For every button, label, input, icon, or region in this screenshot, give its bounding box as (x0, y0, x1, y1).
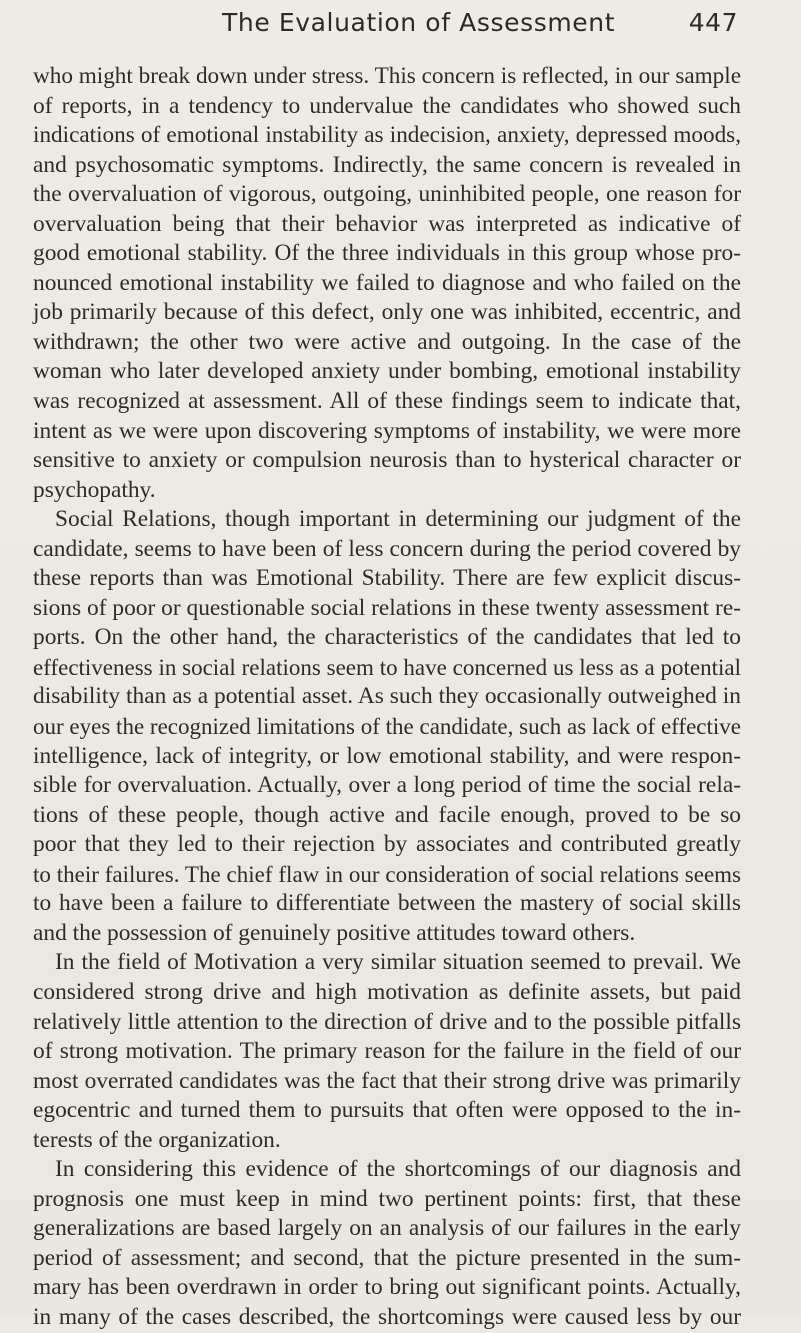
paragraph-end-line: psychopathy. (33, 476, 156, 503)
text-line: sensitive to anxiety or compulsion neurosis than to hysterical character or (33, 447, 741, 474)
text-line: nounced emotional instability we failed to diagnose and who failed on the (33, 269, 741, 296)
text-line: in many of the cases described, the shortcomings were caused less by our (33, 1303, 741, 1330)
text-line: was recognized at assessment. All of these findings seem to indicate that, (33, 388, 741, 415)
text-line: period of assessment; and second, that the picture presented in the sum- (33, 1244, 741, 1271)
text-line: withdrawn; the other two were active and outgoing. In the case of the (33, 328, 741, 355)
text-line: sible for overvaluation. Actually, over a long period of time the social rela- (33, 772, 741, 799)
paragraph-start-line: Social Relations, though important in determining our judgment of the (55, 506, 741, 533)
text-line: woman who later developed anxiety under bombing, emotional instability (33, 358, 741, 385)
paragraph-start-line: In considering this evidence of the shortcomings of our diagnosis and (55, 1156, 741, 1183)
text-line: overvaluation being that their behavior was interpreted as indicative of (33, 210, 741, 237)
text-line: generalizations are based largely on an analysis of our failures in the early (33, 1215, 741, 1242)
text-line: relatively little attention to the direction of drive and to the possible pitfalls (33, 1008, 741, 1035)
text-line: considered strong drive and high motivation as definite assets, but paid (33, 978, 741, 1005)
paragraph-end-line: terests of the organization. (33, 1126, 281, 1153)
text-line: disability than as a potential asset. As such they occasionally outweighed in (33, 683, 741, 710)
body-text (33, 62, 741, 1333)
text-line: intelligence, lack of integrity, or low emotional stability, and were respon- (33, 742, 741, 769)
text-line: effectiveness in social relations seem to have concerned us less as a potential (33, 654, 741, 680)
text-line: to have been a failure to differentiate between the mastery of social skills (33, 890, 741, 917)
page-header (0, 6, 740, 42)
text-line: indications of emotional instability as indecision, anxiety, depressed moods, (33, 122, 741, 149)
text-line: and psychosomatic symptoms. Indirectly, the same concern is revealed in (33, 151, 741, 178)
text-line: to their failures. The chief flaw in our consideration of social relations seems (33, 861, 741, 887)
text-line: sions of poor or questionable social relations in these twenty assessment re- (33, 594, 741, 621)
text-line: candidate, seems to have been of less concern during the period covered by (33, 535, 741, 562)
text-line: our eyes the recognized limitations of the candidate, such as lack of effective (33, 714, 741, 740)
text-line: prognosis one must keep in mind two pertinent points: first, that these (33, 1185, 741, 1212)
text-line: ports. On the other hand, the characteristics of the candidates that led to (33, 624, 741, 651)
text-line: who might break down under stress. This concern is reflected, in our sample (33, 63, 741, 89)
text-line: poor that they led to their rejection by associates and contributed greatly (33, 831, 741, 858)
text-line: most overrated candidates was the fact that their strong drive was primarily (33, 1067, 741, 1094)
running-title: The Evaluation of Assessment (222, 8, 616, 37)
text-line: mary has been overdrawn in order to bring out significant points. Actually, (33, 1274, 741, 1301)
text-line: the overvaluation of vigorous, outgoing, uninhibited people, one reason for (33, 181, 741, 208)
text-line: good emotional stability. Of the three individuals in this group whose pro- (33, 240, 741, 267)
text-line: job primarily because of this defect, only one was inhibited, eccentric, and (33, 299, 741, 326)
text-line: these reports than was Emotional Stability. There are few explicit discus- (33, 565, 741, 592)
paragraph-start-line: In the field of Motivation a very similar situation seemed to prevail. We (55, 949, 741, 976)
text-line: intent as we were upon discovering symptoms of instability, we were more (33, 417, 741, 444)
page-number: 447 (688, 8, 738, 37)
paragraph-end-line: and the possession of genuinely positive attitudes toward others. (33, 919, 636, 946)
text-line: of strong motivation. The primary reason for the failure in the field of our (33, 1038, 741, 1065)
text-line: egocentric and turned them to pursuits that often were opposed to the in- (33, 1097, 741, 1124)
text-line: of reports, in a tendency to undervalue the candidates who showed such (33, 92, 741, 119)
text-line: tions of these people, though active and facile enough, proved to be so (33, 801, 741, 828)
